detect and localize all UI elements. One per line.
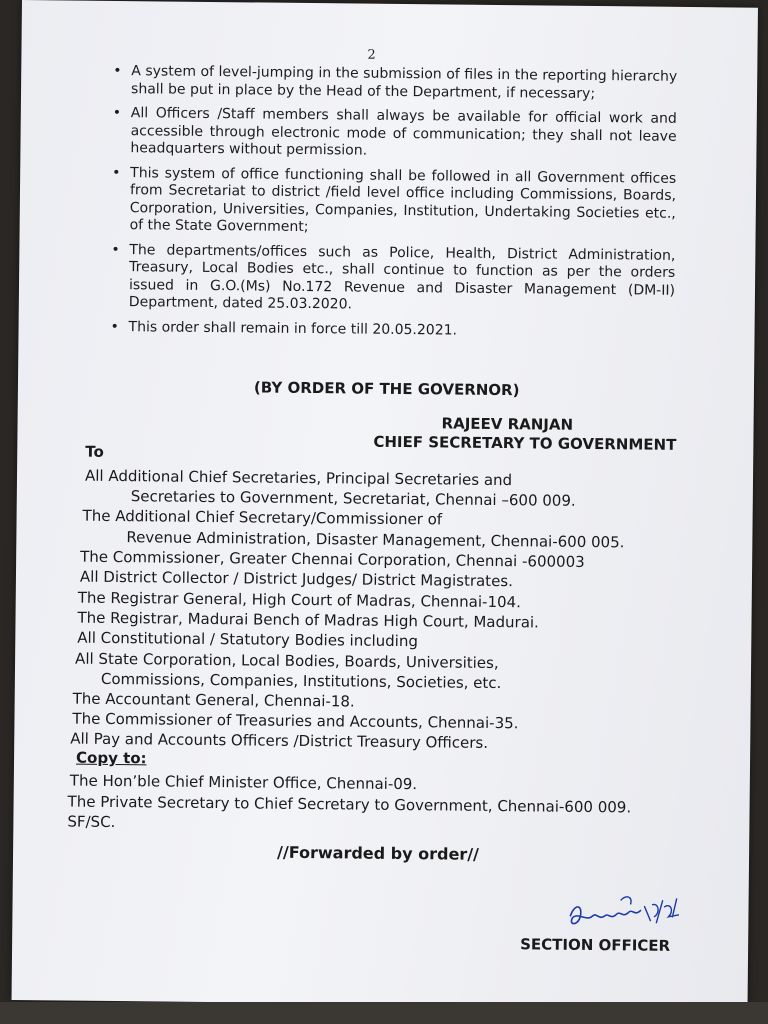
signatory-name: RAJEEV RANJAN [441, 414, 574, 434]
by-order-heading: (BY ORDER OF THE GOVERNOR) [253, 378, 520, 400]
section-officer-label: SECTION OFFICER [520, 935, 671, 955]
to-label: To [85, 442, 104, 461]
signature-icon [560, 886, 691, 943]
bullet-text: This order shall remain in force till 20.05.2021. [128, 318, 458, 339]
copy-to-label: Copy to: [75, 748, 147, 768]
bullet-item [107, 63, 677, 104]
bullet-icon: • [113, 62, 122, 80]
bullet-icon: • [112, 104, 122, 122]
recipient-line: All State Corporation, Local Bodies, Boards, Universities, [75, 649, 499, 673]
bullet-item [106, 164, 677, 240]
bullet-icon: • [111, 241, 120, 258]
recipient-line: Revenue Administration, Disaster Management, Chennai-600 005. [126, 528, 625, 552]
bullet-text: All Officers /Staff members shall always be available for official work and accessible through electronic mode of communication; they shall not leave headquarters without permission. [130, 105, 677, 159]
bullet-list [104, 63, 677, 349]
bullet-text: This system of office functioning shall be followed in all Government offices from Secretariat to district /field level office including Commissions, Boards, Corporation, Universities, Companies, Institution, Undertaking Societies etc., of the State Government; [129, 164, 677, 236]
bullet-text: The departments/offices such as Police, Health, District Administration, Treasury, Local Bodies etc., shall continue to function as per the orders issued in G.O.(Ms) No.172 Revenue and Disaster Management (DM-II) Department, dated 25.03.2020. [128, 241, 676, 313]
document-page [12, 0, 758, 1008]
recipient-line: All District Collector / District Judges/ District Magistrates. [79, 567, 514, 591]
forwarded-by-order: //Forwarded by order// [276, 842, 480, 864]
bullet-item [104, 318, 674, 341]
page-number: 2 [367, 47, 376, 63]
bullet-text: A system of level-jumping in the submission of files in the reporting hierarchy shall be put in place by the Head of the Department, if necessary; [130, 63, 678, 102]
recipient-line: All Constitutional / Statutory Bodies including [77, 628, 418, 651]
recipient-line: All Pay and Accounts Officers /District Treasury Officers. [70, 729, 489, 752]
bullet-item [105, 241, 676, 317]
recipient-line: The Commissioner, Greater Chennai Corporation, Chennai -600003 [80, 547, 585, 571]
recipient-line: The Accountant General, Chennai-18. [72, 689, 355, 711]
recipient-line: All Additional Chief Secretaries, Principal Secretaries and [84, 466, 513, 490]
desk-background [0, 1002, 768, 1024]
signatory-title: CHIEF SECRETARY TO GOVERNMENT [373, 432, 677, 454]
recipient-line: The Additional Chief Secretary/Commissioner of [82, 506, 443, 529]
recipient-line: Commissions, Companies, Institutions, Societies, etc. [100, 669, 502, 693]
recipient-line: The Registrar General, High Court of Madras, Chennai-104. [77, 588, 522, 612]
copy-line: SF/SC. [67, 812, 116, 832]
recipient-line: The Registrar, Madurai Bench of Madras High Court, Madurai. [77, 608, 539, 632]
bullet-icon: • [110, 318, 119, 335]
bullet-icon: • [112, 164, 121, 181]
recipient-line: The Commissioner of Treasuries and Accounts, Chennai-35. [72, 709, 519, 733]
bullet-item [106, 105, 677, 163]
recipient-line: Secretaries to Government, Secretariat, Chennai –600 009. [130, 487, 576, 510]
copy-line: The Hon’ble Chief Minister Office, Chennai-09. [69, 771, 418, 794]
copy-line: The Private Secretary to Chief Secretary to Government, Chennai-600 009. [67, 792, 632, 817]
